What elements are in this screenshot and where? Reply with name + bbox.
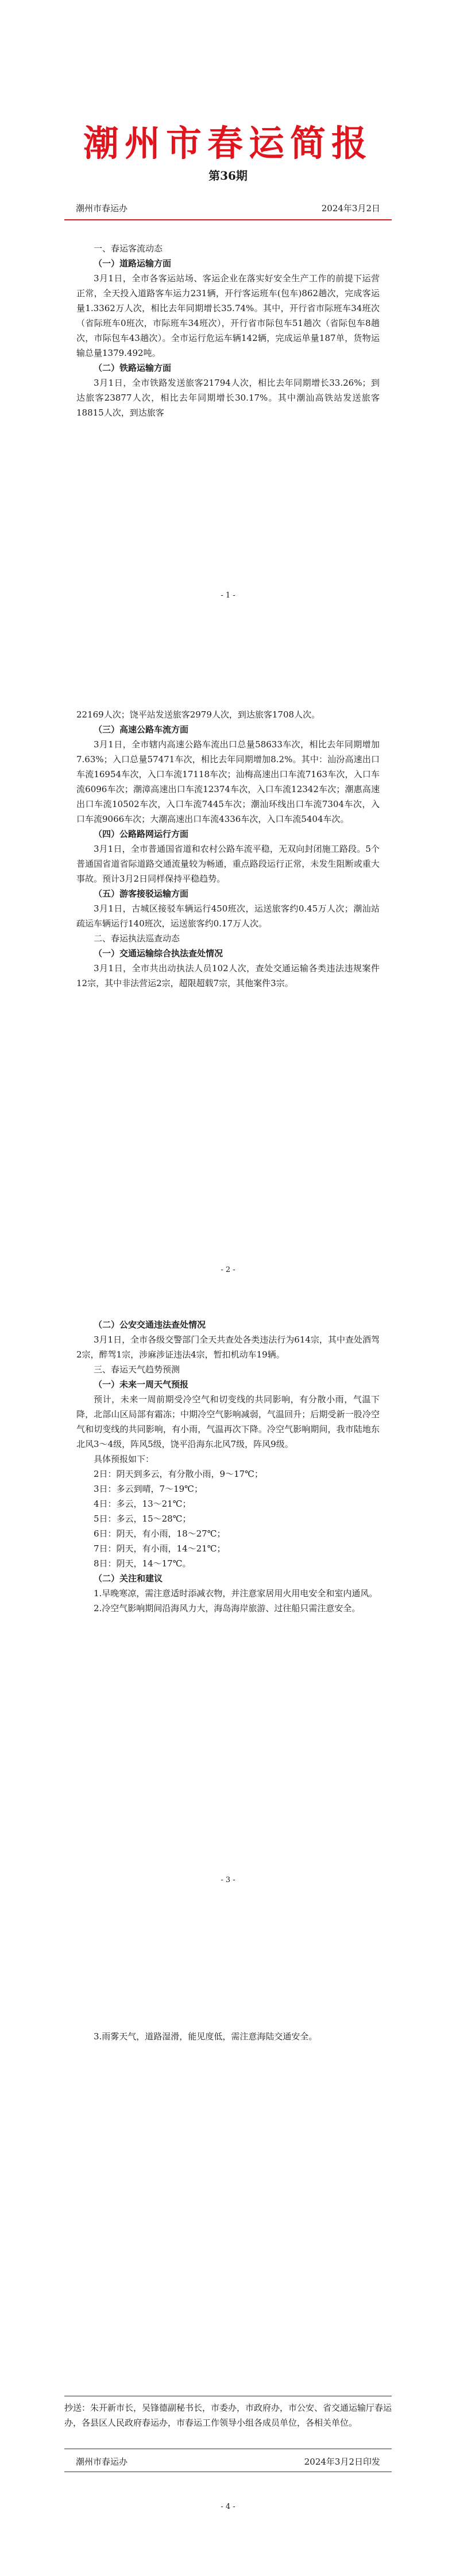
section-1-3-title: （三）高速公路车流方面 xyxy=(94,724,189,735)
forecast-intro: 具体预报如下： xyxy=(94,1454,154,1464)
section-3-title: 三、春运天气趋势预测 xyxy=(94,1364,180,1375)
page-3-content xyxy=(76,1317,380,1616)
header-red-rule xyxy=(64,219,392,220)
forecast-item: 6日：阴天，有小雨，18～27℃； xyxy=(94,1528,226,1539)
page-4-content xyxy=(76,2029,380,2044)
report-masthead xyxy=(0,115,456,166)
forecast-item: 3日：多云到晴，7～19℃； xyxy=(94,1484,203,1494)
section-3-2-title: （二）关注和建议 xyxy=(94,1573,163,1584)
section-1-5-text: 3月1日，古城区接驳车辆运行450班次，运送旅客约0.45万人次；潮汕站疏运车辆运行140班次，运送旅客约0.17万人次。 xyxy=(76,903,380,929)
advice-item: 1.早晚寒凉，需注意适时添减衣物，并注意家居用火用电安全和室内通风。 xyxy=(94,1588,378,1599)
page-number-1: - 1 - xyxy=(221,591,235,600)
page-1-content xyxy=(76,241,380,420)
section-1-4-text: 3月1日，全市普通国省道和农村公路车流平稳，无双向封闭施工路段。5个普通国省道省际道路交通流量较为畅通，重点路段运行正常，未发生阻断或重大事故。预计3月2日同样保持平稳趋势。 xyxy=(76,844,380,884)
section-2-1-text: 3月1日，全市共出动执法人员102人次，查处交通运输各类违法违规案件12宗，其中非法营运2宗，超限超载7宗，其他案件3宗。 xyxy=(76,963,380,988)
section-2-2-text: 3月1日，全市各级交警部门全天共查处各类违法行为614宗，其中查处酒驾2宗，醉驾1宗，涉麻涉证违法4宗，暂扣机动车19辆。 xyxy=(76,1334,380,1360)
section-2-title: 二、春运执法巡查动态 xyxy=(94,933,180,944)
page-number-2: - 2 - xyxy=(221,1266,235,1274)
advice-item: 3.雨雾天气，道路湿滑，能见度低，需注意海陆交通安全。 xyxy=(94,2031,318,2042)
section-1-3-text: 3月1日，全市辖内高速公路车流出口总量58633车次，相比去年同期增加7.63%；入口总量57471车次，相比去年同期增加8.2%。其中：汕汾高速出口车流16954车次，入口车流17118车次；汕梅高速出口车流7163车次，入口车流6096车次；潮漳高速出口车流12374车次，入口车流12342车次；潮惠高速出口车流10502车次，入口车流7445车次；潮汕环线出口车流7304车次，入口车流9066车次；大潮高速出口车流4336车次，入口车流5404车次。 xyxy=(76,739,380,824)
section-3-1-text: 预计，未来一周前期受冷空气和切变线的共同影响，有分散小雨，气温下降，北部山区局部有霜冻；中期冷空气影响减弱，气温回升；后期受新一股冷空气和切变线的共同影响，有小雨，气温再次下降。冷空气影响期间，我市陆地东北风3～4级，阵风5级，饶平沿海东北风7级，阵风9级。 xyxy=(76,1394,380,1449)
forecast-item: 8日：阴天，14～17℃。 xyxy=(94,1558,191,1569)
page-2-content xyxy=(76,707,380,991)
footer-org: 潮州市春运办 xyxy=(76,2457,128,2467)
section-1-1-text: 3月1日，全市各客运站场、客运企业在落实好安全生产工作的前提下运营正常，全天投入道路客车运力231辆，开行客运班车(包车)862趟次，完成客运量1.3362万人次，相比去年同期增长35.74%。其中，开行省市际班车34班次（省际班车0班次，市际班车34班次），开行省市际包车51趟次（省际包车8趟次，市际包车43趟次）。全市运行危运车辆142辆，完成运单量187单，货物运输总量1379.492吨。 xyxy=(76,273,380,358)
issue-date: 2024年3月2日 xyxy=(321,203,380,214)
page-number-3: - 3 - xyxy=(221,1876,235,1884)
forecast-item: 5日：多云，15～28℃； xyxy=(94,1514,191,1524)
forecast-item: 4日：多云，13～21℃； xyxy=(94,1499,191,1509)
section-1-title: 一、春运客流动态 xyxy=(94,243,163,254)
section-1-1-title: （一）道路运输方面 xyxy=(94,258,172,269)
section-1-2-title: （二）铁路运输方面 xyxy=(94,363,172,373)
footer-print-date: 2024年3月2日印发 xyxy=(304,2457,380,2467)
section-1-2-text-b: 22169人次；饶平站发送旅客2979人次，到达旅客1708人次。 xyxy=(76,709,320,720)
section-1-2-text-a: 3月1日，全市铁路发送旅客21794人次，相比去年同期增长33.26%；到达旅客23877人次，相比去年同期增长30.17%。其中潮汕高铁站发送旅客18815人次，到达旅客 xyxy=(76,378,380,418)
issuing-org: 潮州市春运办 xyxy=(76,203,128,214)
forecast-item: 7日：阴天，有小雨，14～21℃； xyxy=(94,1543,226,1554)
cc-list: 抄送：朱开新市长，吴锋德副秘书长，市委办，市政府办，市公安、省交通运输厅春运办，各县区人民政府春运办，市春运工作领导小组各成员单位，各相关单位。 xyxy=(64,2403,392,2428)
section-1-4-title: （四）公路路网运行方面 xyxy=(94,829,189,839)
report-title: 潮州市春运简报 xyxy=(83,122,373,164)
section-3-1-title: （一）未来一周天气预报 xyxy=(94,1379,189,1390)
page-number-4: - 4 - xyxy=(221,2503,235,2511)
issue-number: 第36期 xyxy=(208,169,248,183)
section-2-1-title: （一）交通运输综合执法查处情况 xyxy=(94,948,223,959)
forecast-item: 2日：阴天到多云，有分散小雨，9～17℃； xyxy=(94,1469,263,1479)
section-1-5-title: （五）游客接驳运输方面 xyxy=(94,889,189,899)
advice-item: 2.冷空气影响期间沿海风力大，海岛海岸旅游、过往船只需注意安全。 xyxy=(94,1603,361,1613)
section-2-2-title: （二）公安交通违法查处情况 xyxy=(94,1320,206,1330)
